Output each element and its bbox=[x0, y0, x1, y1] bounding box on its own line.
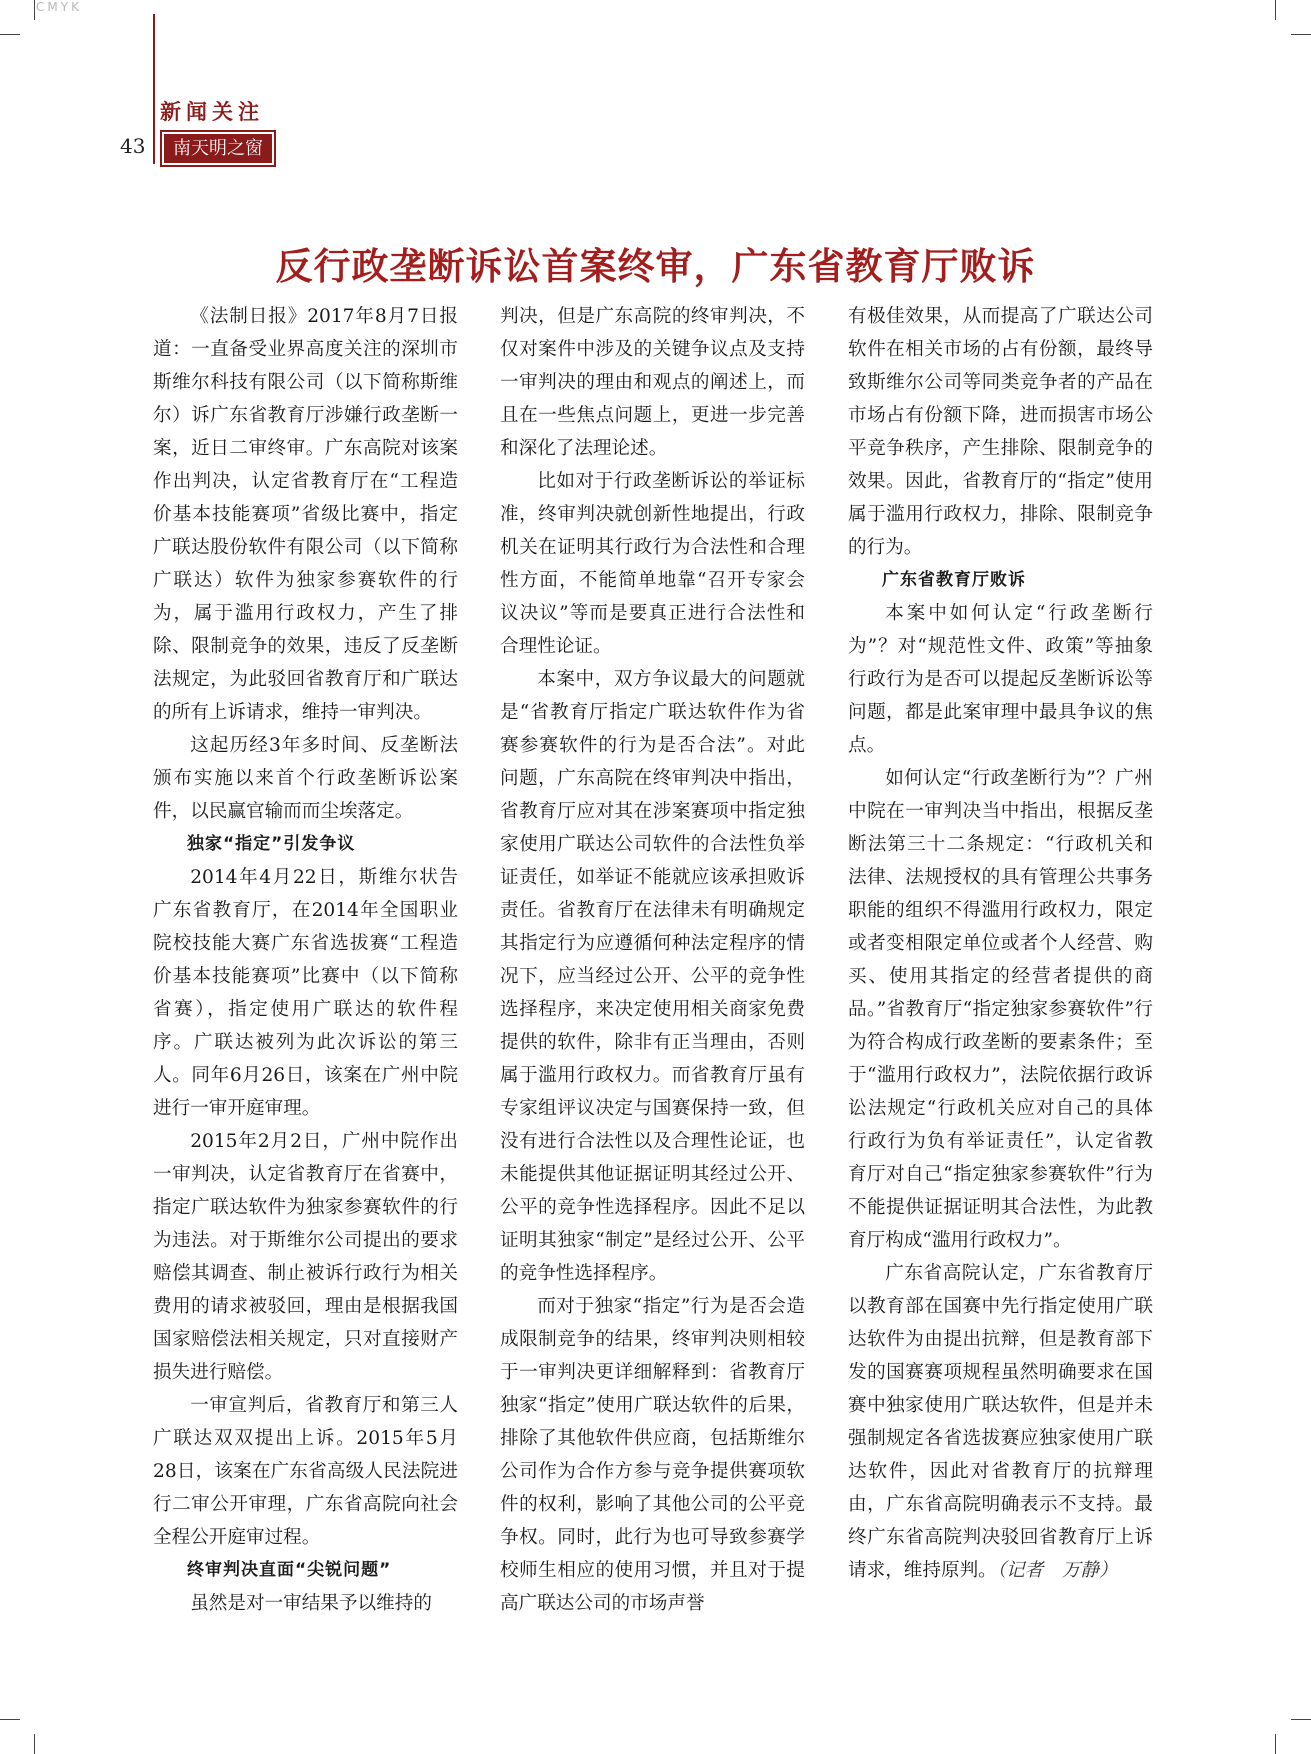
column-badge: 南天明之窗 bbox=[160, 130, 276, 167]
section-label: 新闻关注 bbox=[160, 100, 264, 124]
paragraph: 这起历经3年多时间、反垄断法颁布实施以来首个行政垄断诉讼案件，以民赢官输而而尘埃落定。 bbox=[153, 735, 458, 822]
paragraph: 判决，但是广东高院的终审判决，不仅对案件中涉及的关键争议点及支持一审判决的理由和观点的阐述上，而且在一些焦点问题上，更进一步完善和深化了法理论述。 bbox=[500, 306, 805, 459]
crop-mark bbox=[1291, 34, 1311, 35]
paragraph: 本案中如何认定“行政垄断行为”？对“规范性文件、政策”等抽象行政行为是否可以提起反垄断诉讼等问题，都是此案审理中最具争议的焦点。 bbox=[848, 603, 1153, 756]
paragraph: 2014年4月22日，斯维尔状告广东省教育厅，在2014年全国职业院校技能大赛广东省选拔赛“工程造价基本技能赛项”比赛中（以下简称省赛），指定使用广联达的软件程序。广联达被列为此次诉讼的第三人。同年6月26日，该案在广州中院进行一审开庭审理。 bbox=[153, 867, 458, 1119]
subheading: 广东省教育厅败诉 bbox=[882, 570, 1026, 590]
paragraph: 《法制日报》2017年8月7日报道：一直备受业界高度关注的深圳市斯维尔科技有限公司（以下简称斯维尔）诉广东省教育厅涉嫌行政垄断一案，近日二审终审。广东高院对该案作出判决，认定省教育厅在“工程造价基本技能赛项”省级比赛中，指定广联达股份软件有限公司（以下简称广联达）软件为独家参赛软件的行为，属于滥用行政权力，产生了排除、限制竞争的效果，违反了反垄断法规定，为此驳回省教育厅和广联达的所有上诉请求，维持一审判决。 bbox=[153, 306, 458, 723]
page-number: 43 bbox=[120, 134, 146, 158]
crop-mark bbox=[34, 1734, 35, 1754]
subheading: 独家“指定”引发争议 bbox=[187, 834, 356, 854]
paragraph: 有极佳效果，从而提高了广联达公司软件在相关市场的占有份额，最终导致斯维尔公司等同类竞争者的产品在市场占有份额下降，进而损害市场公平竞争秩序，产生排除、限制竞争的效果。因此，省教育厅的“指定”使用属于滥用行政权力，排除、限制竞争的行为。 bbox=[848, 306, 1153, 558]
paragraph: 比如对于行政垄断诉讼的举证标准，终审判决就创新性地提出，行政机关在证明其行政行为合法性和合理性方面，不能简单地靠“召开专家会议决议”等而是要真正进行合法性和合理性论证。 bbox=[500, 471, 805, 657]
crop-mark bbox=[1275, 1734, 1276, 1754]
paragraph: 如何认定“行政垄断行为”？广州中院在一审判决当中指出，根据反垄断法第三十二条规定：“行政机关和法律、法规授权的具有管理公共事务职能的组织不得滥用行政权力，限定或者变相限定单位或者个人经营、购买、使用其指定的经营者提供的商品。”省教育厅“指定独家参赛软件”行为符合构成行政垄断的要素条件；至于“滥用行政权力”，法院依据行政诉讼法规定“行政机关应对自己的具体行政行为负有举证责任”，认定省教育厅对自己“指定独家参赛软件”行为不能提供证据证明其合法性，为此教育厅构成“滥用行政权力”。 bbox=[848, 768, 1153, 1251]
article-title: 反行政垄断诉讼首案终审，广东省教育厅败诉 bbox=[275, 245, 1036, 288]
crop-mark bbox=[34, 0, 35, 20]
paragraph: 虽然是对一审结果予以维持的 bbox=[190, 1593, 432, 1614]
crop-mark bbox=[1291, 1719, 1311, 1720]
paragraph: 2015年2月2日，广州中院作出一审判决，认定省教育厅在省赛中，指定广联达软件为独家参赛软件的行为违法。对于斯维尔公司提出的要求赔偿其调查、制止被诉行政行为相关费用的请求被驳回，理由是根据我国国家赔偿法相关规定，只对直接财产损失进行赔偿。 bbox=[153, 1131, 458, 1383]
header-rule bbox=[153, 14, 155, 164]
paragraph: 而对于独家“指定”行为是否会造成限制竞争的结果，终审判决则相较于一审判决更详细解释到：省教育厅独家“指定”使用广联达软件的后果，排除了其他软件供应商，包括斯维尔公司作为合作方参与竞争提供赛项软件的权利，影响了其他公司的公平竞争权。同时，此行为也可导致参赛学校师生相应的使用习惯，并且对于提高广联达公司的市场声誉 bbox=[500, 1296, 805, 1614]
crop-mark bbox=[0, 34, 20, 35]
subheading: 终审判决直面“尖锐问题” bbox=[187, 1560, 392, 1580]
paragraph-text: 广东省高院认定，广东省教育厅以教育部在国赛中先行指定使用广联达软件为由提出抗辩，但是教育部下发的国赛赛项规程虽然明确要求在国赛中独家使用广联达软件，但是并未强制规定各省选拔赛应独家使用广联达软件，因此对省教育厅的抗辩理由，广东省高院明确表示不支持。最终广东省高院判决驳回省教育厅上诉请求，维持原判。 bbox=[848, 1263, 1153, 1581]
paragraph: 本案中，双方争议最大的问题就是“省教育厅指定广联达软件作为省赛参赛软件的行为是否合法”。对此问题，广东高院在终审判决中指出，省教育厅应对其在涉案赛项中指定独家使用广联达公司软件的合法性负举证责任，如举证不能就应该承担败诉责任。省教育厅在法律未有明确规定其指定行为应遵循何种法定程序的情况下，应当经过公开、公平的竞争性选择程序，来决定使用相关商家免费提供的软件，除非有正当理由，否则属于滥用行政权力。而省教育厅虽有专家组评议决定与国赛保持一致，但没有进行合法性以及合理性论证，也未能提供其他证据证明其经过公开、公平的竞争性选择程序。因此不足以证明其独家“制定”是经过公开、公平的竞争性选择程序。 bbox=[500, 669, 805, 1284]
text-column-3 bbox=[848, 300, 1153, 1630]
text-column-2 bbox=[500, 300, 805, 1630]
crop-mark bbox=[0, 1719, 20, 1720]
byline: （记者 万静） bbox=[996, 1560, 1118, 1581]
registration-label: CMYK bbox=[36, 0, 82, 14]
text-column-1 bbox=[153, 300, 458, 1630]
paragraph bbox=[848, 1257, 1153, 1587]
paragraph: 一审宣判后，省教育厅和第三人广联达双双提出上诉。2015年5月28日，该案在广东省高级人民法院进行二审公开审理，广东省高院向社会全程公开庭审过程。 bbox=[153, 1395, 458, 1548]
crop-mark bbox=[1275, 0, 1276, 20]
